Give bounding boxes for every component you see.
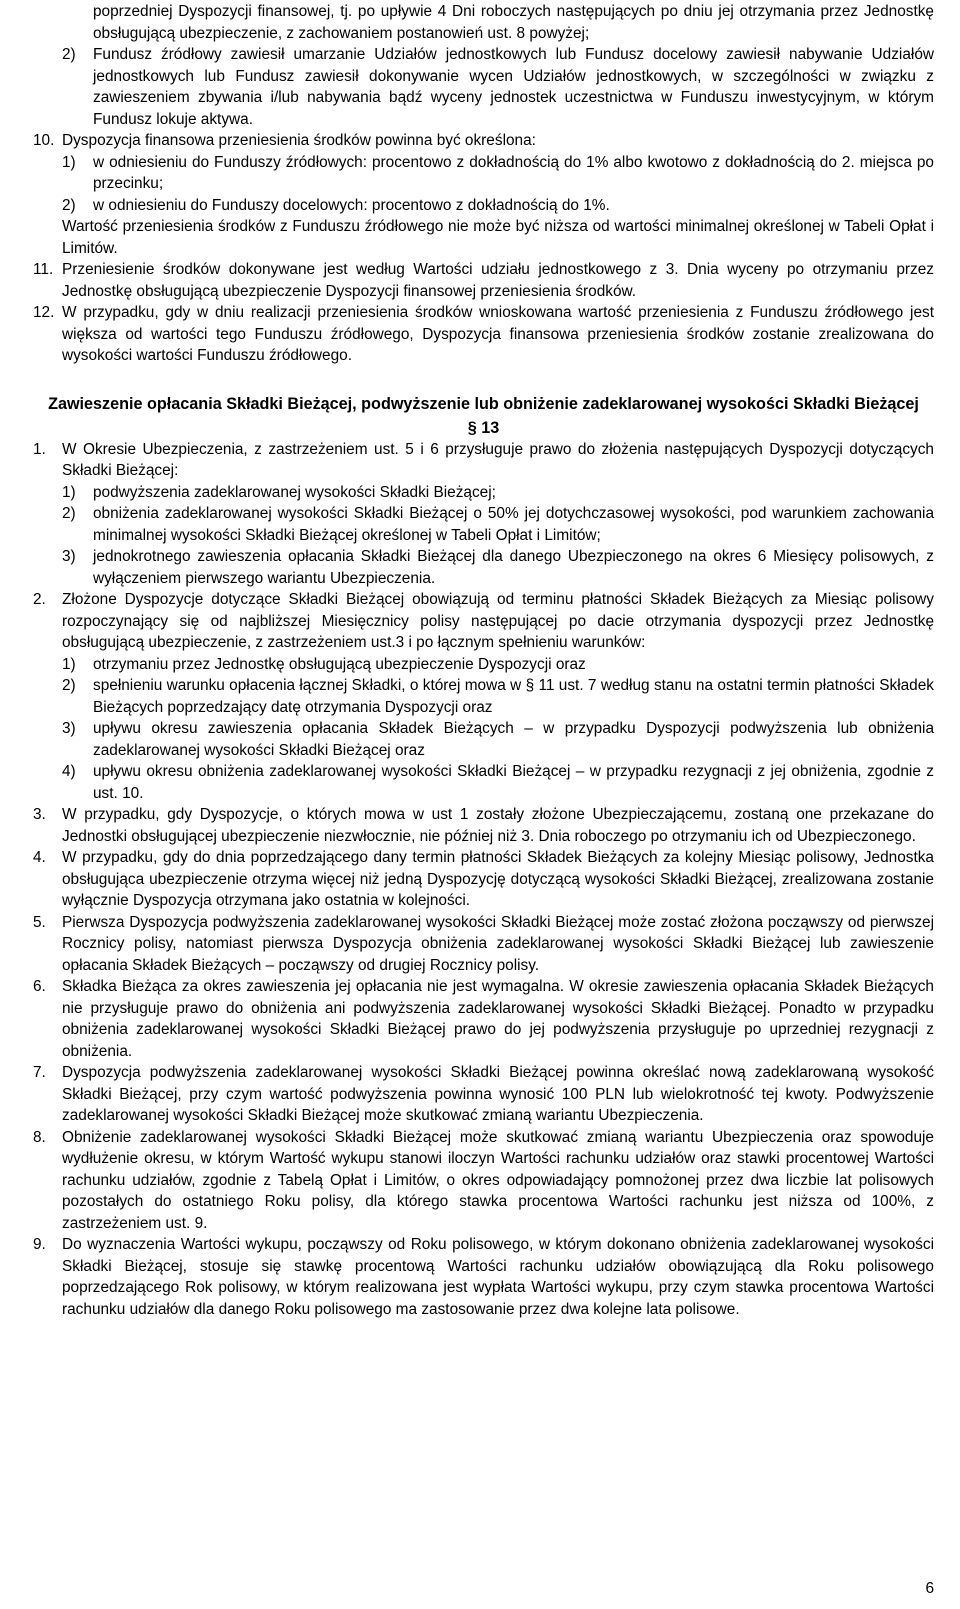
item-text: poprzedniej Dyspozycji finansowej, tj. po upływie 4 Dni roboczych następujących po dniu jej otrzymania przez Jednostkę obsługującą ubezpieczenie, z zachowaniem postanowień ust. 8 powyżej; <box>93 3 934 42</box>
item-text: W Okresie Ubezpieczenia, z zastrzeżeniem ust. 5 i 6 przysługuje prawo do złożenia następujących Dyspozycji dotyczących Składki Bieżącej: <box>62 440 934 479</box>
item-text: w odniesieniu do Funduszy docelowych: procentowo z dokładnością do 1%. <box>93 196 610 214</box>
page-number: 6 <box>925 1579 934 1597</box>
item-text: spełnieniu warunku opłacenia łącznej Składki, o której mowa w § 11 ust. 7 według stanu na ostatni termin płatności Składek Bieżących poprzedzający datę otrzymania Dyspozycji oraz <box>93 677 934 716</box>
item-text: Fundusz źródłowy zawiesił umarzanie Udziałów jednostkowych lub Fundusz docelowy zawiesił nabywanie Udziałów jednostkowych lub Fundusz zawiesił dokonywanie wycen Udziałów jednostkowych, w szczególności w związku z zawieszeniem zbywania i/lub nabywania bądź wyceny jednostek uczestnictwa w Funduszu inwestycyjnym, w którym Fundusz lokuje aktywa. <box>93 46 934 128</box>
item-number: 2) <box>62 196 76 214</box>
item-number: 2) <box>62 505 76 522</box>
item-text: jednokrotnego zawieszenia opłacania Składki Bieżącej dla danego Ubezpieczonego na okres 6 Miesięcy polisowych, z wyłączeniem pierwszego wariantu Ubezpieczenia. <box>93 548 934 587</box>
item-text: Dyspozycja finansowa przeniesienia środków powinna być określona: <box>62 132 536 149</box>
paragraph-symbol: § <box>467 418 477 437</box>
clause-4 <box>33 847 934 912</box>
item-number: 2) <box>62 677 76 694</box>
clause-7 <box>33 1062 934 1127</box>
paragraph-10 <box>33 130 934 152</box>
list-item <box>33 1 934 44</box>
item-number: 3. <box>33 806 46 823</box>
list-item <box>33 152 934 195</box>
item-number: 7. <box>33 1064 46 1081</box>
list-item <box>33 503 934 546</box>
item-text: Pierwsza Dyspozycja podwyższenia zadeklarowanej wysokości Składki Bieżącej może zostać złożona począwszy od pierwszej Rocznicy polisy, natomiast pierwsza Dyspozycja obniżenia zadeklarowanej wysokości Składki Bieżącej lub zawieszenie opłacania Składek Bieżących – począwszy od drugiej Rocznicy polisy. <box>62 913 934 974</box>
item-text: W przypadku, gdy do dnia poprzedzającego dany termin płatności Składek Bieżących za kolejny Miesiąc polisowy, Jednostka obsługująca ubezpieczenie otrzyma więcej niż jedną Dyspozycję dotyczącą wysokości Składki Bieżącej, zrealizowana zostanie wyłącznie Dyspozycja otrzymana jako ostatnia w kolejności. <box>62 849 934 909</box>
list-item <box>33 482 934 504</box>
document-body <box>33 1 934 1320</box>
paragraph-10-tail: Wartość przeniesienia środków z Funduszu źródłowego nie może być niższa od wartości minimalnej określonej w Tabeli Opłat i Limitów. <box>62 218 934 257</box>
item-number: 2. <box>33 591 46 608</box>
item-number: 11. <box>33 261 54 278</box>
item-number: 6. <box>33 978 46 995</box>
item-text: w odniesieniu do Funduszy źródłowych: procentowo z dokładnością do 1% albo kwotowo z dokładnością do 2. miejsca po przecinku; <box>93 153 934 192</box>
clause-8 <box>33 1127 934 1235</box>
paragraph-number: 13 <box>481 418 500 437</box>
item-number: 9. <box>33 1236 46 1253</box>
item-number: 10. <box>33 132 55 149</box>
item-number: 3) <box>62 720 76 737</box>
paragraph-11 <box>33 259 934 302</box>
clause-2 <box>33 589 934 654</box>
clause-1 <box>33 439 934 482</box>
list-item <box>33 761 934 804</box>
item-text: obniżenia zadeklarowanej wysokości Składki Bieżącej o 50% jej dotychczasowej wysokości, pod warunkiem zachowania minimalnej wysokości Składki Bieżącej określonej w Tabeli Opłat i Limitów; <box>93 505 934 544</box>
clause-9 <box>33 1234 934 1320</box>
item-text: Obniżenie zadeklarowanej wysokości Składki Bieżącej może skutkować zmianą wariantu Ubezpieczenia oraz spowoduje wydłużenie okresu, w którym Wartość wykupu stanowi iloczyn Wartości rachunku udziałów oraz stawki procentowej Wartości rachunku udziałów, zgodnie z Tabelą Opłat i Limitów, o okres odpowiadający pomnożonej przez dwa liczbie lat polisowych pozostałych do ostatniego Roku polisy, dla którego stawka procentowa Wartości rachunku jest niższa od 100%, z zastrzeżeniem ust. 9. <box>62 1128 934 1232</box>
item-number: 1) <box>62 655 76 673</box>
list-item <box>33 654 934 676</box>
list-item <box>33 44 934 130</box>
clause-3 <box>33 804 934 847</box>
item-text: podwyższenia zadeklarowanej wysokości Składki Bieżącej; <box>93 483 496 501</box>
paragraph-12 <box>33 302 934 367</box>
item-number: 3) <box>62 548 76 565</box>
item-text: Do wyznaczenia Wartości wykupu, począwszy od Roku polisowego, w którym dokonano obniżenia zadeklarowanej wysokości Składki Bieżącej, stosuje się stawkę procentową Wartości rachunku udziałów obowiązującą dla Roku polisowego poprzedzającego Rok polisowy, w którym realizowana jest wypłata Wartości wykupu, przy czym stawka procentowa Wartości rachunku udziałów dla danego Roku polisowego ma zastosowanie przez dwa kolejne lata polisowe. <box>62 1236 934 1318</box>
item-number: 1. <box>33 440 46 458</box>
item-text: Przeniesienie środków dokonywane jest według Wartości udziału jednostkowego z 3. Dnia wyceny po otrzymaniu przez Jednostkę obsługującą ubezpieczenie Dyspozycji finansowej przeniesienia środków. <box>62 261 934 300</box>
item-text: Dyspozycja podwyższenia zadeklarowanej wysokości Składki Bieżącej powinna określać nową zadeklarowaną wysokość Składki Bieżącej, przy czym wartość podwyższenia powinna wynosić 100 PLN lub wielokrotność tej kwoty. Podwyższenie zadeklarowanej wysokości Składki Bieżącej może skutkować zmianą wariantu Ubezpieczenia. <box>62 1064 934 1124</box>
item-text: upływu okresu obniżenia zadeklarowanej wysokości Składki Bieżącej – w przypadku rezygnacji z jej obniżenia, zgodnie z ust. 10. <box>93 763 934 802</box>
clause-6 <box>33 976 934 1062</box>
clause-5 <box>33 912 934 977</box>
list-item <box>33 675 934 718</box>
item-text: upływu okresu zawieszenia opłacania Składek Bieżących – w przypadku Dyspozycji podwyższenia lub obniżenia zadeklarowanej wysokości Składki Bieżącej oraz <box>93 720 934 759</box>
item-number: 1) <box>62 483 76 501</box>
item-number: 8. <box>33 1128 46 1146</box>
item-number: 4) <box>62 763 76 780</box>
section-heading: Zawieszenie opłacania Składki Bieżącej, podwyższenie lub obniżenie zadeklarowanej wysokości Składki Bieżącej <box>48 394 919 413</box>
list-item <box>33 195 934 217</box>
item-number: 1) <box>62 153 76 171</box>
item-text: W przypadku, gdy w dniu realizacji przeniesienia środków wnioskowana wartość przeniesienia z Funduszu źródłowego jest większa od wartości tego Funduszu źródłowego, Dyspozycja finansowa przeniesienia środków zostanie zrealizowana do wysokości wartości Funduszu źródłowego. <box>62 304 934 364</box>
item-text: Składka Bieżąca za okres zawieszenia jej opłacania nie jest wymagalna. W okresie zawieszenia opłacania Składek Bieżących nie przysługuje prawo do obniżenia ani podwyższenia zadeklarowanej wysokości Składki Bieżącej. Ponadto w przypadku obniżenia zadeklarowanej wysokości Składki Bieżącej prawo do jej podwyższenia przysługuje po uprzedniej rezygnacji z obniżenia. <box>62 978 934 1060</box>
item-text: otrzymaniu przez Jednostkę obsługującą ubezpieczenie Dyspozycji oraz <box>93 655 586 673</box>
item-number: 12. <box>33 304 55 321</box>
item-text: W przypadku, gdy Dyspozycje, o których mowa w ust 1 zostały złożone Ubezpieczającemu, zostaną one przekazane do Jednostki obsługującej ubezpieczenie niezwłocznie, nie później niż 3. Dnia roboczego po otrzymaniu ich od Ubezpieczonego. <box>62 806 934 845</box>
item-number: 4. <box>33 849 46 866</box>
item-number: 2) <box>62 46 76 63</box>
paragraph-mark <box>33 417 934 439</box>
item-text: Złożone Dyspozycje dotyczące Składki Bieżącej obowiązują od terminu płatności Składek Bieżących za Miesiąc polisowy rozpoczynający się od najbliższej Miesięcznicy polisy następującej po dacie otrzymania dyspozycji przez Jednostkę obsługującą ubezpieczenie, z zastrzeżeniem ust.3 i po łącznym spełnieniu warunków: <box>62 591 934 651</box>
list-item <box>33 546 934 589</box>
list-item <box>33 718 934 761</box>
item-number: 5. <box>33 913 46 931</box>
